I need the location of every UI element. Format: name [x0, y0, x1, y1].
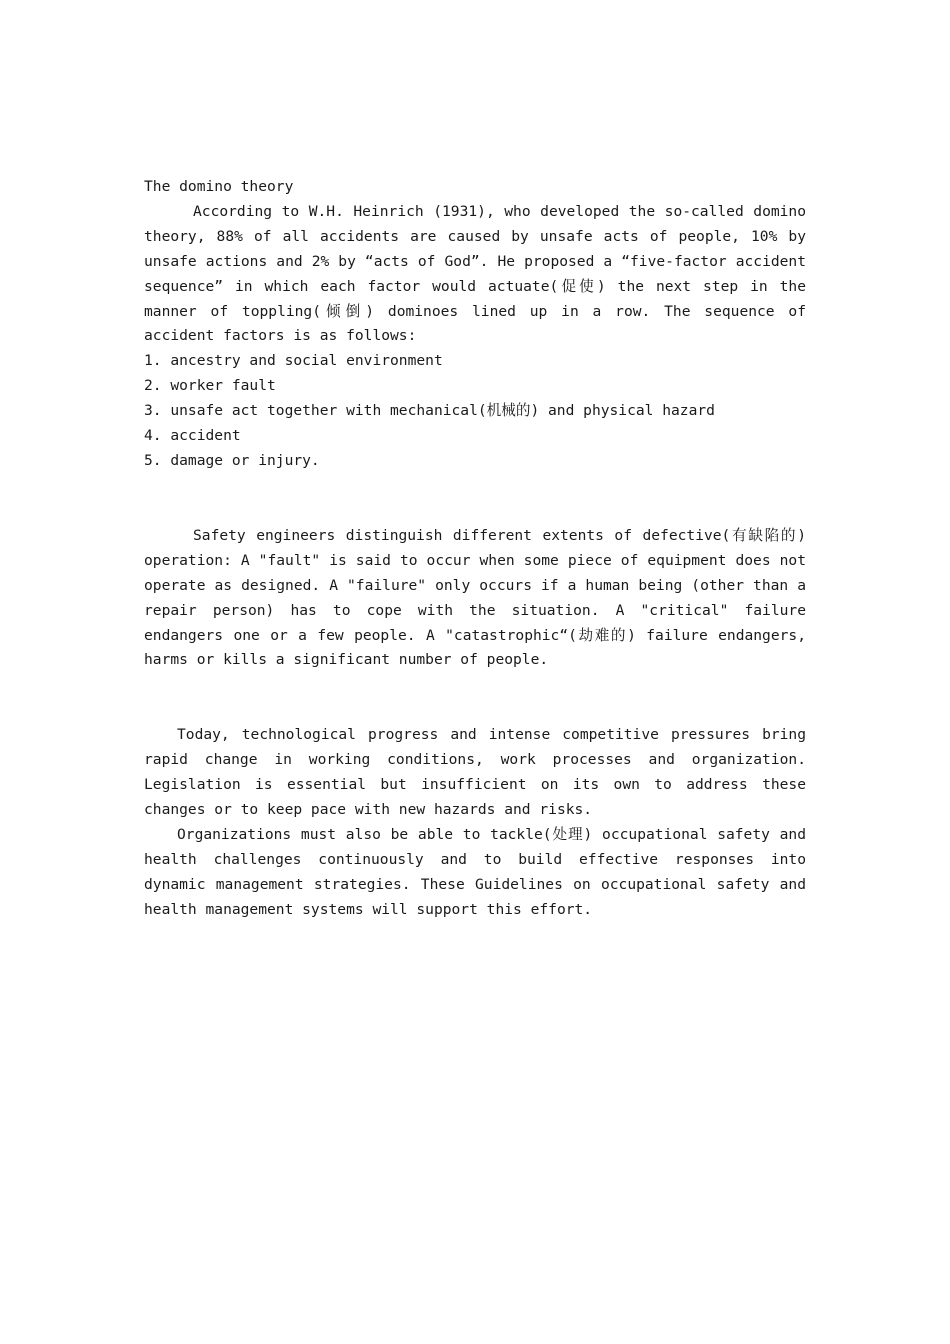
- list-item: 2. worker fault: [144, 377, 276, 395]
- paragraph-spacer: [144, 474, 806, 524]
- defect-paragraph: Safety engineers distinguish different extents of defective(有缺陷的) operation: A "fault" is said to occur when some piece of equipment does not operate as designed. A "failure" only occurs if a human being (other than a repair person) has to cope with the situation. A "critical" failure endangers one or a few people. A "catastrophic“(劫难的) failure endangers, harms or kills a significant number of people.: [144, 526, 806, 669]
- list-item: 4. accident: [144, 427, 241, 445]
- today-paragraph: Today, technological progress and intense competitive pressures bring rapid change in working conditions, work processes and organization. Legislation is essential but insufficient on its own to address these changes or to keep pace with new hazards and risks.: [144, 726, 806, 819]
- section-title: The domino theory: [144, 178, 294, 195]
- document-body: [144, 175, 806, 923]
- list-item: 5. damage or injury.: [144, 451, 320, 469]
- intro-paragraph: According to W.H. Heinrich (1931), who developed the so-called domino theory, 88% of all accidents are caused by unsafe acts of people, 10% by unsafe actions and 2% by “acts of God”. He proposed a “five-factor accident sequence” in which each factor would actuate(促使) the next step in the manner of toppling(倾倒) dominoes lined up in a row. The sequence of accident factors is as follows:: [144, 202, 806, 345]
- organizations-paragraph: Organizations must also be able to tackle(处理) occupational safety and health challenges continuously and to build effective responses into dynamic management strategies. These Guidelines on occupational safety and health management systems will support this effort.: [144, 825, 806, 918]
- list-item: 1. ancestry and social environment: [144, 352, 443, 370]
- list-item: 3. unsafe act together with mechanical(机械的) and physical hazard: [144, 402, 715, 420]
- paragraph-spacer: [144, 673, 806, 723]
- accident-sequence-list: [144, 349, 806, 474]
